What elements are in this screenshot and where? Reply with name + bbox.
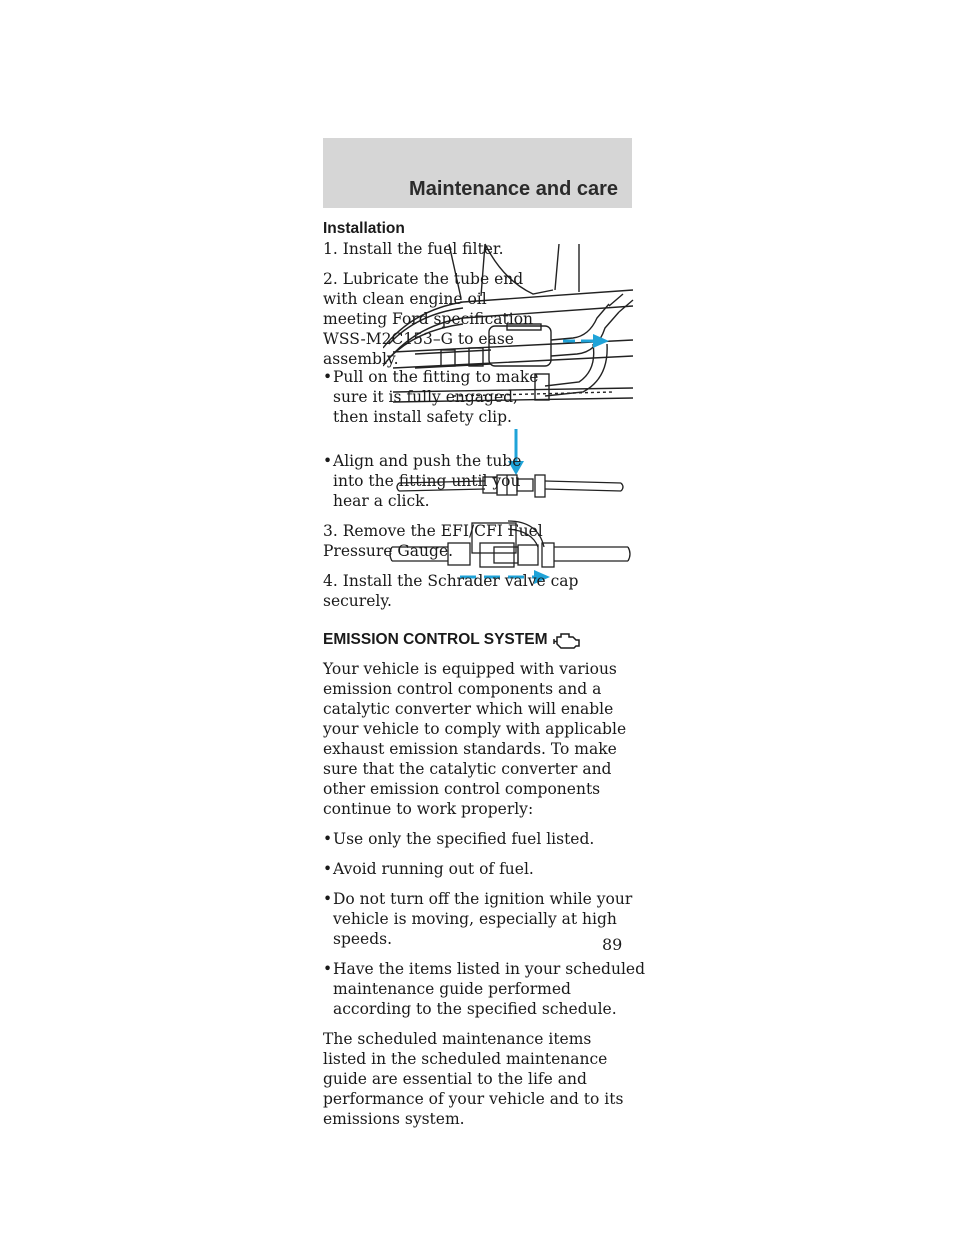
emission-intro: Your vehicle is equipped with various emission control components and a catalytic converter which will enable your vehicle to comply with applicable exhaust emission standards. To make sure that the catalytic converter and other emission control components continue to work properly:	[323, 660, 627, 818]
install-step-3: 3. Remove the EFI/CFI Fuel Pressure Gauge.	[323, 522, 543, 560]
emission-bullet-4-text: Have the items listed in your scheduled maintenance guide performed according to the specified schedule.	[333, 960, 646, 1018]
bullet-glyph: •	[323, 890, 333, 908]
bullet-glyph: •	[323, 830, 333, 848]
emission-bullet-1-text: Use only the specified fuel listed.	[333, 830, 595, 848]
emission-heading-text: EMISSION CONTROL SYSTEM	[323, 631, 548, 648]
emission-bullet-4	[323, 959, 645, 1019]
install-step-4: 4. Install the Schrader valve cap securely.	[323, 572, 579, 610]
emission-bullet-2	[323, 859, 645, 879]
install-bullet-1-text: Pull on the fitting to make sure it is fully engaged, then install safety clip.	[333, 368, 539, 426]
emission-heading	[323, 629, 635, 651]
section-title: Maintenance and care	[409, 178, 618, 200]
page-content	[323, 219, 646, 1129]
bullet-glyph: •	[323, 860, 333, 878]
emission-bullet-3	[323, 889, 645, 949]
emission-bullet-2-text: Avoid running out of fuel.	[333, 860, 534, 878]
emission-bullet-3-text: Do not turn off the ignition while your vehicle is moving, especially at high speeds.	[333, 890, 633, 948]
header-band	[323, 138, 632, 208]
install-step-2: 2. Lubricate the tube end with clean engine oil meeting Ford specification WSS-M2C153–G to ease assembly.	[323, 270, 534, 368]
page-number: 89	[602, 935, 623, 954]
installation-heading: Installation	[323, 220, 405, 237]
install-bullet-2	[323, 451, 555, 511]
engine-icon	[552, 629, 582, 651]
emission-bullet-1	[323, 829, 645, 849]
install-bullet-2-text: Align and push the tube into the fitting until you hear a click.	[333, 452, 522, 510]
install-step-1: 1. Install the fuel filter.	[323, 240, 504, 258]
emission-closing: The scheduled maintenance items listed in the scheduled maintenance guide are essential to the life and performance of your vehicle and to its emissions system.	[323, 1030, 624, 1128]
install-bullet-1	[323, 367, 555, 427]
bullet-glyph: •	[323, 368, 333, 386]
bullet-glyph: •	[323, 452, 333, 470]
bullet-glyph: •	[323, 960, 333, 978]
